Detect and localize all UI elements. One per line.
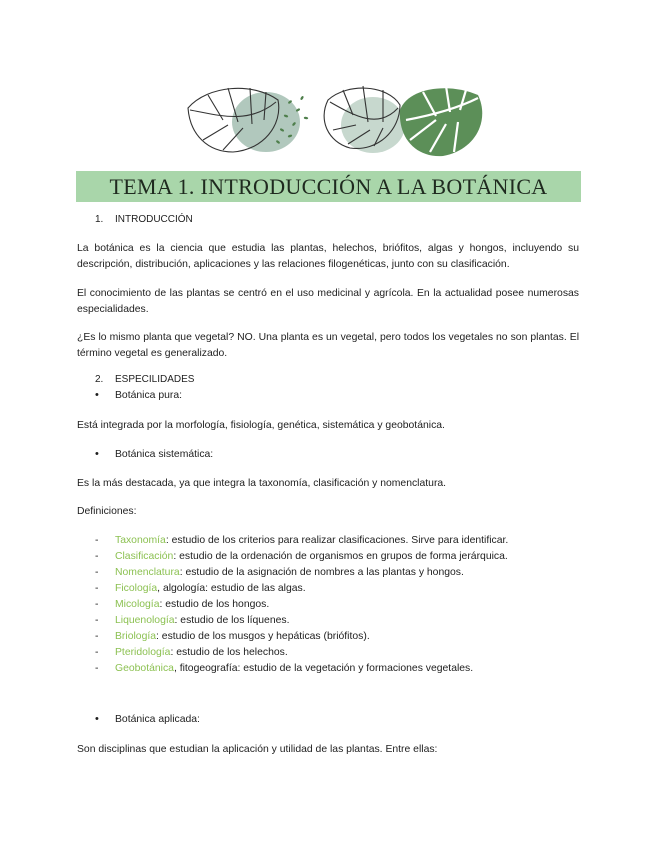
- botanica-sistematica-label: Botánica sistemática:: [115, 449, 214, 460]
- dash-icon: -: [95, 647, 99, 658]
- bullet-icon: •: [95, 389, 99, 401]
- list-item: [95, 533, 575, 549]
- leaves-illustration: [178, 80, 488, 160]
- definition-text: : estudio de los helechos.: [170, 647, 288, 658]
- definition-text: : estudio de la asignación de nombres a las plantas y hongos.: [179, 567, 464, 578]
- bullet-botanica-sistematica: [95, 448, 213, 460]
- bullet-icon: •: [95, 713, 99, 725]
- definition-text: : estudio de los musgos y hepáticas (briófitos).: [156, 631, 370, 642]
- definition-term: Taxonomía: [115, 535, 166, 546]
- definition-term: Micología: [115, 599, 160, 610]
- paragraph-definition: La botánica es la ciencia que estudia las plantas, helechos, briófitos, algas y hongos, incluyendo su descripción, distribución, aplicaciones y las relaciones filogenéticas, junto con su clasificación.: [77, 243, 579, 270]
- list-item: [95, 613, 575, 629]
- list-item: [95, 661, 575, 677]
- section-2-title: ESPECILIDADES: [115, 374, 195, 385]
- dash-icon: -: [95, 567, 99, 578]
- definition-text: : estudio de la ordenación de organismos en grupos de forma jerárquica.: [173, 551, 508, 562]
- list-item: [95, 629, 575, 645]
- dash-icon: -: [95, 615, 99, 626]
- dash-icon: -: [95, 535, 99, 546]
- section-2-number: 2.: [95, 374, 104, 385]
- dash-icon: -: [95, 663, 99, 674]
- page-title: TEMA 1. INTRODUCCIÓN A LA BOTÁNICA: [109, 174, 548, 199]
- title-banner: [76, 171, 581, 202]
- paragraph-plant-vs-vegetal: ¿Es lo mismo planta que vegetal? NO. Una planta es un vegetal, pero todos los vegetales no son plantas. El término vegetal es generalizado.: [77, 332, 579, 359]
- dash-icon: -: [95, 631, 99, 642]
- definition-term: Geobotánica: [115, 663, 174, 674]
- bullet-icon: •: [95, 448, 99, 460]
- bullet-botanica-pura: [95, 389, 182, 401]
- list-item: [95, 565, 575, 581]
- list-item: [95, 549, 575, 565]
- section-1-heading: [95, 214, 193, 225]
- botanica-pura-text: Está integrada por la morfología, fisiología, genética, sistemática y geobotánica.: [77, 420, 445, 431]
- dash-icon: -: [95, 551, 99, 562]
- definition-term: Ficología: [115, 583, 158, 594]
- dash-icon: -: [95, 583, 99, 594]
- definition-term: Nomenclatura: [115, 567, 180, 578]
- definition-term: Briología: [115, 631, 157, 642]
- section-1-number: 1.: [95, 214, 104, 225]
- bullet-botanica-aplicada: [95, 713, 200, 725]
- definition-term: Liquenología: [115, 615, 175, 626]
- definition-text: , fitogeografía: estudio de la vegetación y formaciones vegetales.: [173, 663, 474, 674]
- list-item: [95, 597, 575, 613]
- list-item: [95, 645, 575, 661]
- botanica-pura-label: Botánica pura:: [115, 390, 183, 401]
- botanica-sistematica-text: Es la más destacada, ya que integra la taxonomía, clasificación y nomenclatura.: [77, 478, 447, 489]
- definition-text: : estudio de los hongos.: [159, 599, 270, 610]
- definiciones-label: Definiciones:: [77, 506, 137, 517]
- dash-icon: -: [95, 599, 99, 610]
- botanica-aplicada-text: Son disciplinas que estudian la aplicación y utilidad de las plantas. Entre ellas:: [77, 744, 438, 755]
- definition-text: , algología: estudio de las algas.: [157, 583, 306, 594]
- paragraph-history: El conocimiento de las plantas se centró en el uso medicinal y agrícola. En la actualidad posee numerosas especialidades.: [77, 288, 579, 315]
- section-2-heading: [95, 374, 194, 385]
- definition-text: : estudio de los líquenes.: [174, 615, 290, 626]
- definition-text: : estudio de los criterios para realizar clasificaciones. Sirve para identificar.: [165, 535, 509, 546]
- monstera-filled-right-icon: [400, 86, 482, 156]
- botanica-aplicada-label: Botánica aplicada:: [115, 714, 200, 725]
- definition-term: Clasificación: [115, 551, 174, 562]
- section-1-title: INTRODUCCIÓN: [115, 214, 193, 225]
- definitions-list: [95, 533, 575, 677]
- definition-term: Pteridología: [115, 647, 171, 658]
- list-item: [95, 581, 575, 597]
